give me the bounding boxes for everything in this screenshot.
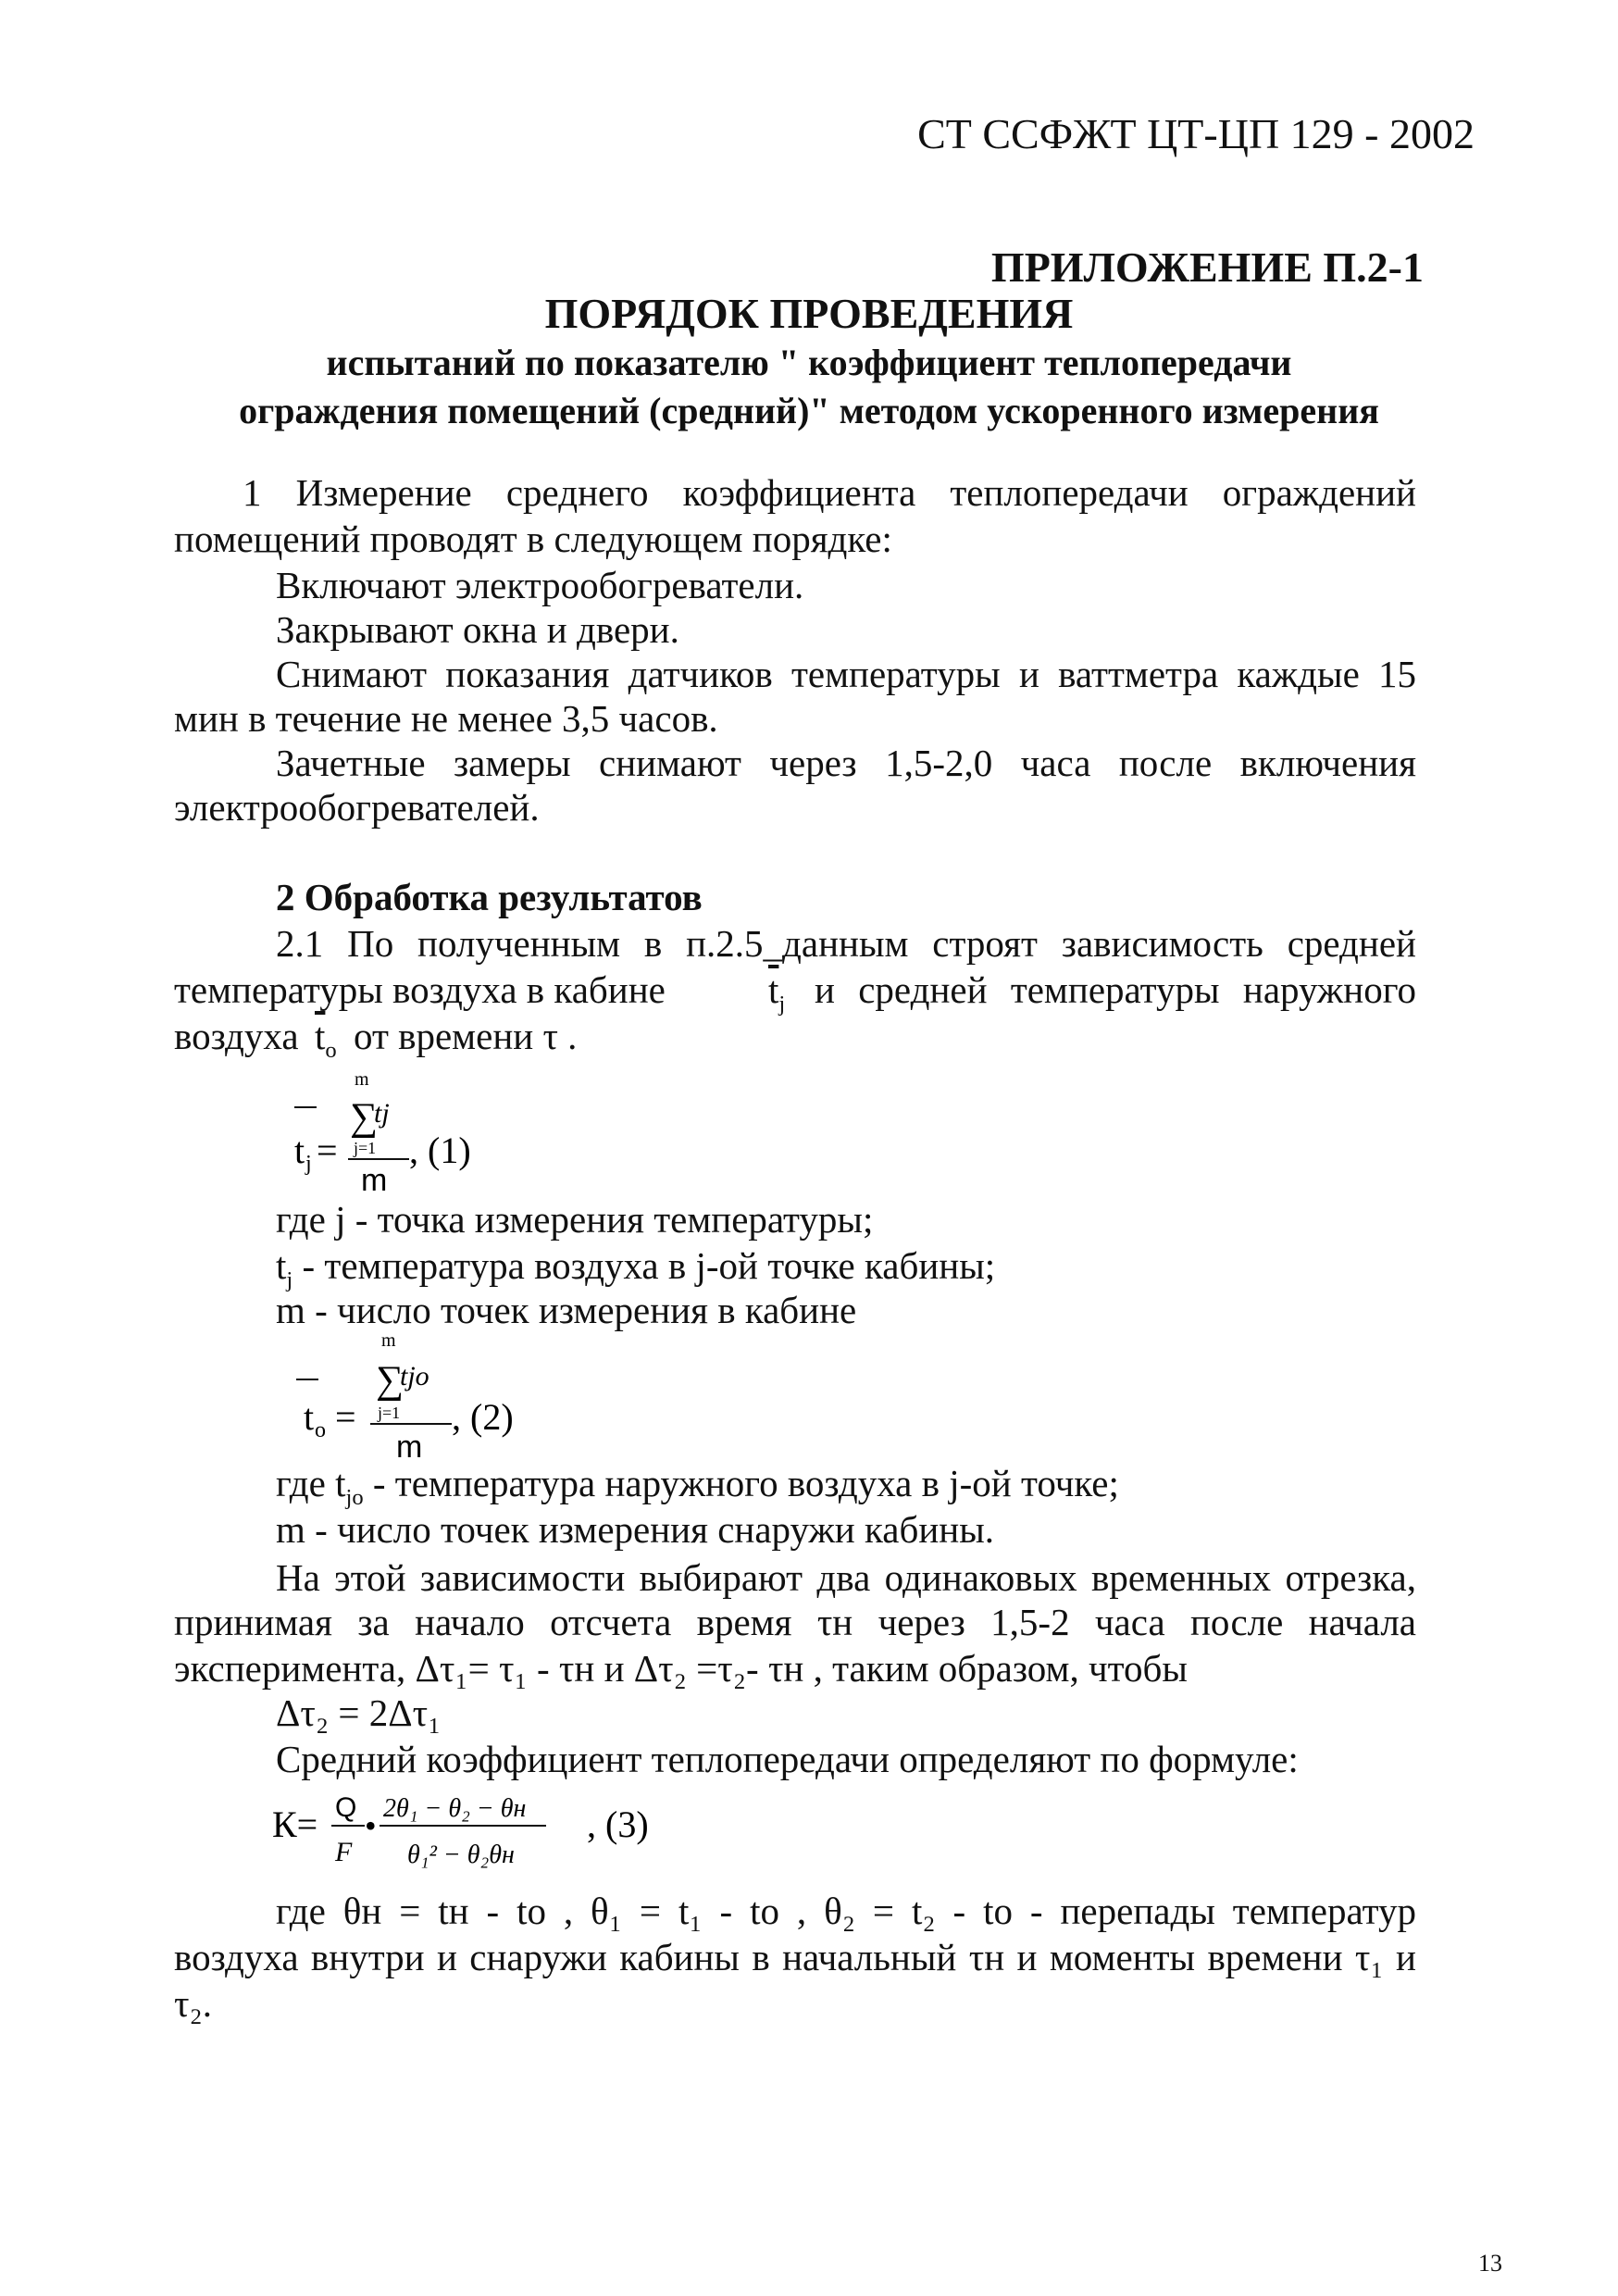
section2-para1-line1: 2.1 По полученным в п.2.5_данным строят зависимость средней <box>276 922 1416 965</box>
procedure-subtitle-line1: испытаний по показателю " коэффициент теплопередачи <box>326 342 1292 383</box>
formula3-dot: • <box>365 1807 377 1844</box>
section2-para1-line3a: воздуха <box>174 1015 299 1057</box>
formula1-lhs-sub: j <box>305 1152 312 1176</box>
formula2-sum-bottom: j=1 <box>378 1404 401 1422</box>
formula1-denominator: m <box>361 1163 388 1198</box>
definition-tj: $t_j$ - температура воздуха в j-ой точке кабины; <box>276 1244 996 1293</box>
formula2-sigma: ∑ <box>376 1359 404 1402</box>
section2-para4-line1: где θн = tн - to , θ₁ = t₁ - to , θ₂ = t₂ - to - перепады температур <box>276 1890 1416 1932</box>
section2-para3: Средний коэффициент теплопередачи определяют по формуле: <box>276 1738 1299 1780</box>
section2-para1-line2b: и средней температуры наружного <box>815 968 1416 1011</box>
interval-condition: Δτ₂ = 2Δτ₁ <box>276 1691 442 1734</box>
section2-para1-line3b: от времени τ . <box>354 1015 578 1057</box>
definition-j: где j - точка измерения температуры; <box>276 1198 874 1241</box>
section2-para4-line3: τ₂. <box>174 1982 213 2025</box>
definition-tj-text: - температура воздуха в j-ой точке кабины; <box>302 1244 996 1287</box>
formula2-label: , (2) <box>452 1396 514 1438</box>
formula3-f: F <box>335 1837 353 1867</box>
formula2-denominator: m <box>396 1429 423 1465</box>
section2-para2-line3: эксперимента, Δτ₁= τ₁ - τн и Δτ₂ =τ₂- τн , таким образом, чтобы <box>174 1647 1188 1690</box>
definition-tjo-text: - температура наружного воздуха в j-ой точке; <box>372 1462 1119 1504</box>
definition-m-outside: m - число точек измерения снаружи кабины. <box>276 1508 995 1551</box>
appendix-title: ПРИЛОЖЕНИЕ П.2-1 <box>990 243 1424 291</box>
definition-tjo: где $t_{jo}$ - температура наружного воздуха в j-ой точке; <box>276 1462 1119 1511</box>
formula-2 <box>278 1326 555 1465</box>
formula3-lhs: К= <box>272 1803 318 1845</box>
formula1-sum-top: m <box>355 1069 369 1090</box>
procedure-title: ПОРЯДОК ПРОВЕДЕНИЯ <box>544 290 1074 337</box>
formula-3 <box>268 1776 713 1887</box>
formula3-q: Q <box>335 1792 357 1823</box>
to-symbol: $\overline{t}_o$ <box>315 1015 337 1064</box>
page-number: 13 <box>1478 2250 1502 2277</box>
tj-symbol: $\overline{t}_j$ <box>768 968 786 1017</box>
section2-para2-line2: принимая за начало отсчета время τн через 1,5-2 часа после начала <box>174 1601 1416 1643</box>
step-close-windows: Закрывают окна и двери. <box>276 608 679 651</box>
formula1-lhs: t <box>294 1129 305 1171</box>
formula3-denominator: θ₁² − θ₂θн <box>407 1841 515 1869</box>
procedure-subtitle-line2: ограждения помещений (средний)" методом ускоренного измерения <box>239 390 1379 431</box>
formula1-sum-term: tj <box>374 1098 390 1129</box>
definition-m-inside: m - число точек измерения в кабине <box>276 1289 857 1331</box>
step-measurements-line2: электрообогревателей. <box>174 786 540 829</box>
formula3-label: , (3) <box>587 1803 649 1845</box>
formula2-sum-top: m <box>381 1330 396 1351</box>
document-code: СТ ССФЖТ ЦТ-ЦП 129 - 2002 <box>917 110 1475 157</box>
section2-para1-line2a: температуры воздуха в кабине <box>174 968 666 1011</box>
section2-para4-line2: воздуха внутри и снаружи кабины в начальный τн и моменты времени τ₁ и <box>174 1936 1416 1978</box>
formula1-label: , (1) <box>409 1129 471 1171</box>
step-heaters-on: Включают электрообогреватели. <box>276 564 804 606</box>
formula2-lhs: t <box>304 1396 315 1438</box>
step-readings-line2: мин в течение не менее 3,5 часов. <box>174 697 718 740</box>
formula2-lhs-sub: o <box>315 1418 326 1442</box>
formula2-equals: = <box>335 1396 356 1438</box>
formula1-sum-bottom: j=1 <box>354 1139 377 1157</box>
formula1-equals: = <box>317 1129 338 1171</box>
section2-para2-line1: На этой зависимости выбирают два одинаковых временных отрезка, <box>276 1556 1416 1599</box>
step-measurements-line1: Зачетные замеры снимают через 1,5-2,0 часа после включения <box>276 742 1416 784</box>
formula1-sigma: ∑ <box>350 1096 378 1139</box>
section2-heading: 2 Обработка результатов <box>276 876 703 918</box>
step-readings-line1: Снимают показания датчиков температуры и ваттметра каждые 15 <box>276 653 1416 695</box>
formula2-sum-term: tjo <box>400 1361 429 1391</box>
section1-line2: помещений проводят в следующем порядке: <box>174 518 892 560</box>
formula3-numerator: 2θ₁ − θ₂ − θн <box>383 1794 527 1823</box>
section1-line1: 1 Измерение среднего коэффициента теплопередачи ограждений <box>243 471 1416 514</box>
formula-1 <box>268 1063 528 1202</box>
